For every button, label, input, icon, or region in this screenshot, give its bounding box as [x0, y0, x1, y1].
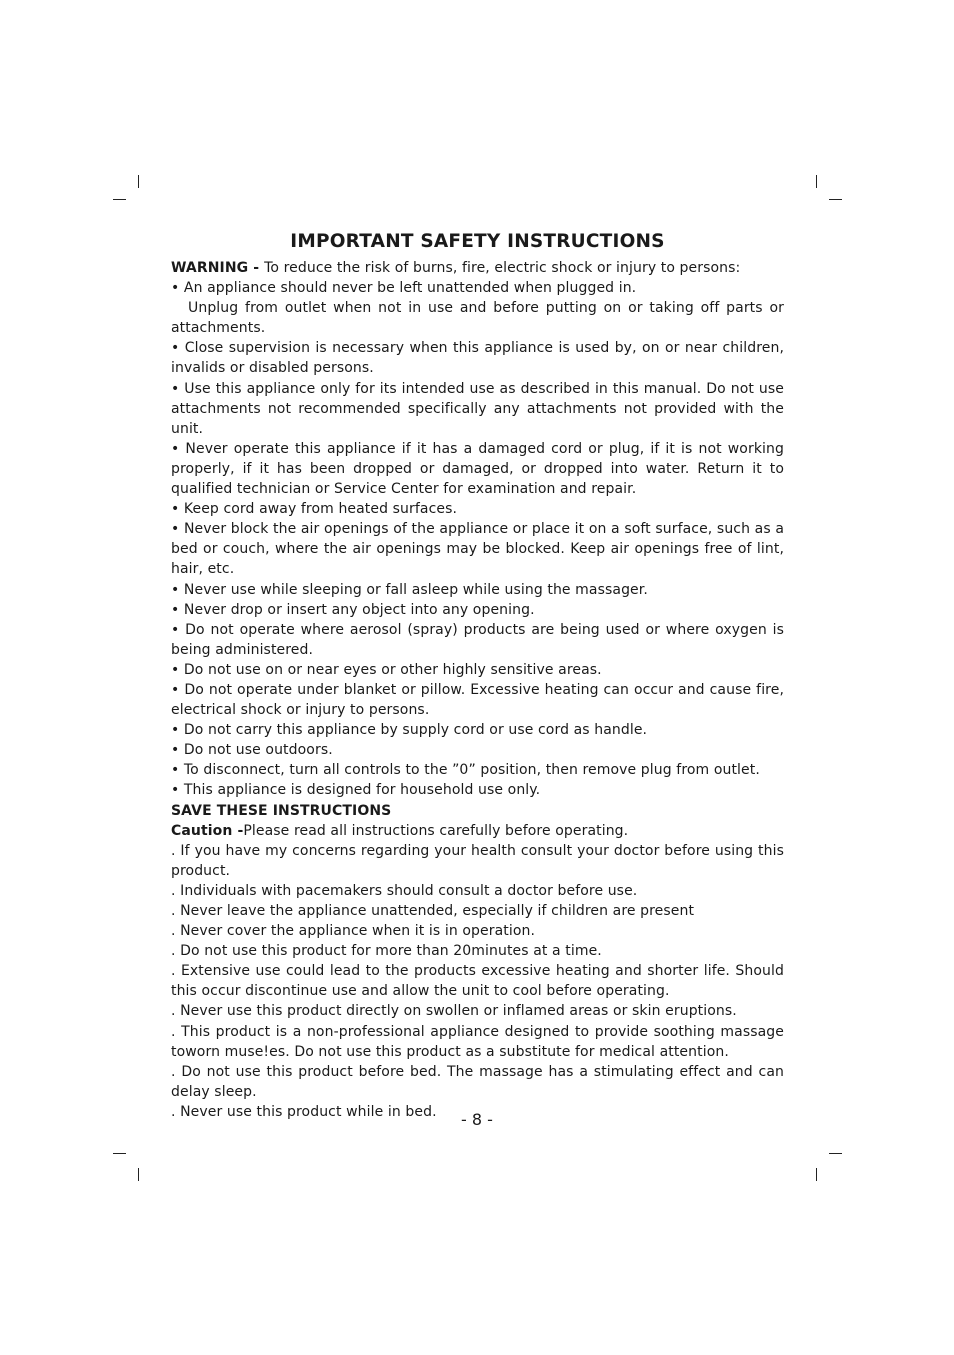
warning-list — [171, 278, 784, 800]
warning-item: • An appliance should never be left unattended when plugged in. — [171, 280, 637, 297]
crop-mark-bottom-left-vertical — [138, 1168, 139, 1181]
caution-item: . Never use this product directly on swollen or inflamed areas or skin eruptions. — [171, 1003, 737, 1020]
warning-item: • To disconnect, turn all controls to the ”0” position, then remove plug from outlet. — [171, 762, 760, 779]
caution-label: Caution - — [171, 822, 244, 839]
warning-item: • This appliance is designed for household use only. — [171, 782, 541, 799]
caution-item: . Individuals with pacemakers should consult a doctor before use. — [171, 882, 638, 899]
caution-item: . Never use this product while in bed. — [171, 1103, 437, 1120]
caution-paragraph — [171, 821, 784, 841]
page-content — [171, 230, 784, 1122]
warning-item: • Never use while sleeping or fall asleep while using the massager. — [171, 581, 648, 598]
warning-item: • Never operate this appliance if it has a damaged cord or plug, if it is not working properly, if it has been dropped or damaged, or dropped into water. Return it to qualified technician or Service Center for examination and repair. — [171, 440, 784, 498]
caution-text: Please read all instructions carefully before operating. — [243, 822, 629, 839]
caution-item: . If you have my concerns regarding your health consult your doctor before using this product. — [171, 842, 784, 879]
warning-item: • Do not operate under blanket or pillow. Excessive heating can occur and cause fire, electrical shock or injury to persons. — [171, 681, 784, 719]
caution-item: . This product is a non-professional appliance designed to provide soothing massage toworn muse!es. Do not use this product as a substitute for medical attention. — [171, 1023, 784, 1060]
warning-item: • Use this appliance only for its intended use as described in this manual. Do not use attachments not recommended specifically any attachments not provided with the unit. — [171, 380, 784, 437]
page-title: IMPORTANT SAFETY INSTRUCTIONS — [290, 231, 665, 252]
save-instructions-heading: SAVE THESE INSTRUCTIONS — [171, 802, 392, 819]
warning-item: • Do not use on or near eyes or other highly sensitive areas. — [171, 661, 602, 678]
crop-mark-top-left-horizontal — [113, 199, 126, 200]
crop-mark-bottom-right-vertical — [816, 1168, 817, 1181]
caution-item: . Do not use this product for more than 20minutes at a time. — [171, 943, 602, 960]
warning-item: Unplug from outlet when not in use and before putting on or taking off parts or attachments. — [171, 300, 784, 337]
warning-text: To reduce the risk of burns, fire, electric shock or injury to persons: — [264, 260, 741, 276]
caution-item: . Extensive use could lead to the products excessive heating and shorter life. Should this occur discontinue use and allow the unit to cool before operating. — [171, 963, 784, 1000]
warning-paragraph — [171, 258, 784, 278]
warning-item: • Keep cord away from heated surfaces. — [171, 501, 458, 518]
warning-item: • Never drop or insert any object into any opening. — [171, 601, 535, 618]
warning-item: • Do not operate where aerosol (spray) products are being used or where oxygen is being administered. — [171, 621, 784, 658]
warning-item: • Do not carry this appliance by supply cord or use cord as handle. — [171, 722, 648, 739]
crop-mark-bottom-right-horizontal — [829, 1153, 842, 1154]
caution-item: . Do not use this product before bed. The massage has a stimulating effect and can delay sleep. — [171, 1063, 784, 1100]
warning-item: • Never block the air openings of the appliance or place it on a soft surface, such as a bed or couch, where the air openings may be blocked. Keep air openings free of lint, hair, etc. — [171, 521, 784, 578]
warning-label: WARNING - — [171, 260, 265, 276]
caution-list — [171, 841, 784, 1122]
warning-item: • Close supervision is necessary when this appliance is used by, on or near children, invalids or disabled persons. — [171, 340, 784, 377]
caution-item: . Never leave the appliance unattended, especially if children are present — [171, 903, 695, 919]
crop-mark-top-right-horizontal — [829, 199, 842, 200]
caution-item: . Never cover the appliance when it is in operation. — [171, 923, 536, 940]
crop-mark-top-left-vertical — [138, 175, 139, 188]
crop-mark-bottom-left-horizontal — [113, 1153, 126, 1154]
crop-mark-top-right-vertical — [816, 175, 817, 188]
warning-item: • Do not use outdoors. — [171, 742, 333, 759]
page-number: - 8 - — [461, 1110, 493, 1129]
